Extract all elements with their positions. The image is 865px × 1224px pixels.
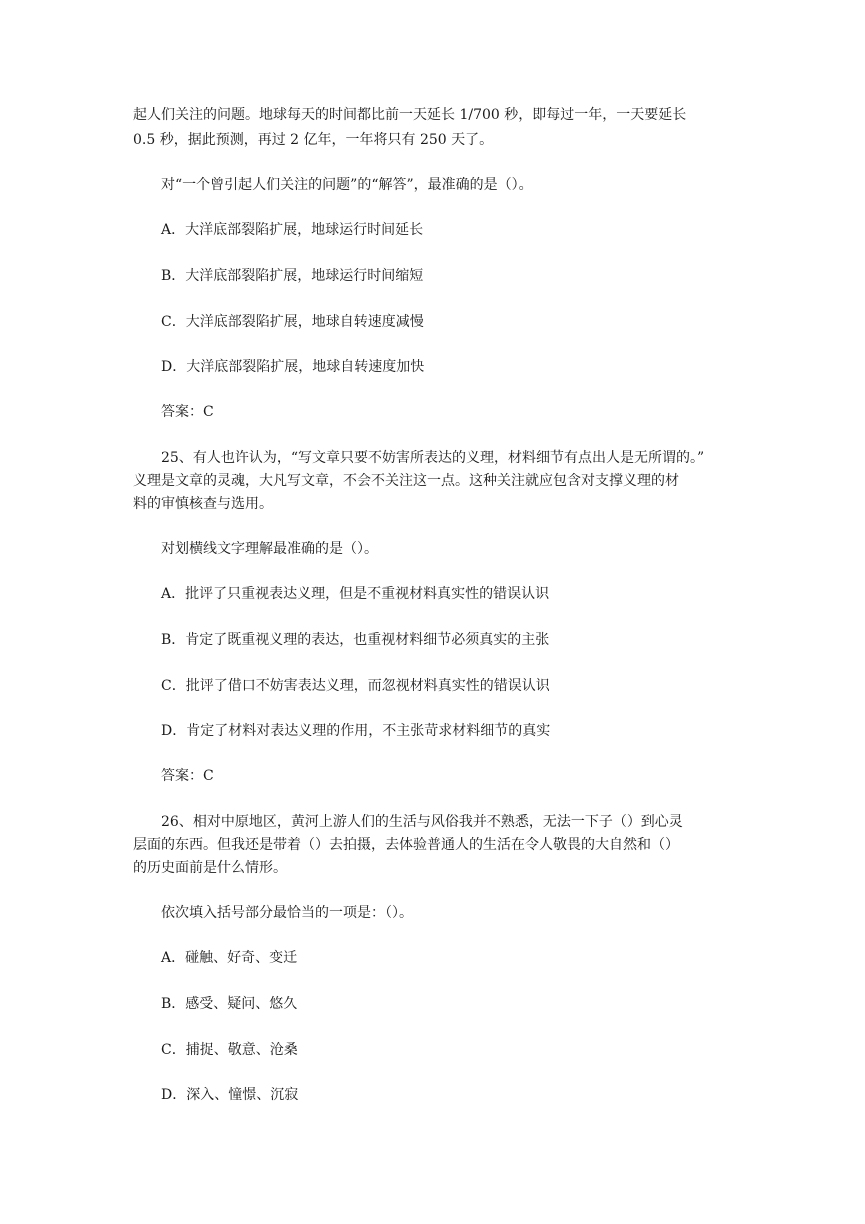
- q25-answer: 答案：C: [161, 768, 214, 784]
- q25-paragraph-line: 料的审慎核查与选用。: [133, 496, 273, 512]
- q25-option-d: D．肯定了材料对表达义理的作用，不主张苛求材料细节的真实: [161, 723, 551, 739]
- q25-option-c: C．批评了借口不妨害表达义理，而忽视材料真实性的错误认识: [161, 678, 550, 694]
- q26-option-b: B．感受、疑问、悠久: [161, 996, 298, 1012]
- q24-answer: 答案：C: [161, 404, 214, 420]
- q24-paragraph-line: 0.5 秒，据此预测，再过 2 亿年，一年将只有 250 天了。: [133, 132, 494, 148]
- q25-paragraph-line: 25、有人也许认为，“写文章只要不妨害所表达的义理，材料细节有点出人是无所谓的。”: [161, 450, 705, 466]
- q26-paragraph-line: 的历史面前是什么情形。: [133, 860, 287, 876]
- q24-option-d: D．大洋底部裂陷扩展，地球自转速度加快: [161, 359, 425, 375]
- q25-question: 对划横线文字理解最准确的是（）。: [161, 541, 378, 557]
- q26-paragraph-line: 层面的东西。但我还是带着（）去拍摄，去体验普通人的生活在令人敬畏的大自然和（）: [133, 837, 679, 853]
- q24-option-c: C．大洋底部裂陷扩展，地球自转速度减慢: [161, 314, 424, 330]
- q24-option-a: A．大洋底部裂陷扩展，地球运行时间延长: [161, 222, 424, 238]
- q25-paragraph-line: 义理是文章的灵魂，大凡写文章，不会不关注这一点。这种关注就应包含对支撑义理的材: [133, 473, 679, 489]
- q26-paragraph-line: 26、相对中原地区，黄河上游人们的生活与风俗我并不熟悉，无法一下子（）到心灵: [161, 814, 683, 830]
- q24-question: 对“一个曾引起人们关注的问题”的“解答”，最准确的是（）。: [161, 177, 533, 193]
- q26-question: 依次填入括号部分最恰当的一项是：（）。: [161, 905, 413, 921]
- q24-option-b: B．大洋底部裂陷扩展，地球运行时间缩短: [161, 268, 424, 284]
- q24-paragraph-line: 起人们关注的问题。地球每天的时间都比前一天延长 1/700 秒，即每过一年，一天要延长: [133, 107, 687, 123]
- q26-option-d: D．深入、憧憬、沉寂: [161, 1087, 299, 1103]
- q26-option-a: A．碰触、好奇、变迁: [161, 950, 298, 966]
- q25-option-b: B．肯定了既重视义理的表达，也重视材料细节必须真实的主张: [161, 632, 550, 648]
- q25-option-a: A．批评了只重视表达义理，但是不重视材料真实性的错误认识: [161, 586, 550, 602]
- q26-option-c: C．捕捉、敬意、沧桑: [161, 1042, 298, 1058]
